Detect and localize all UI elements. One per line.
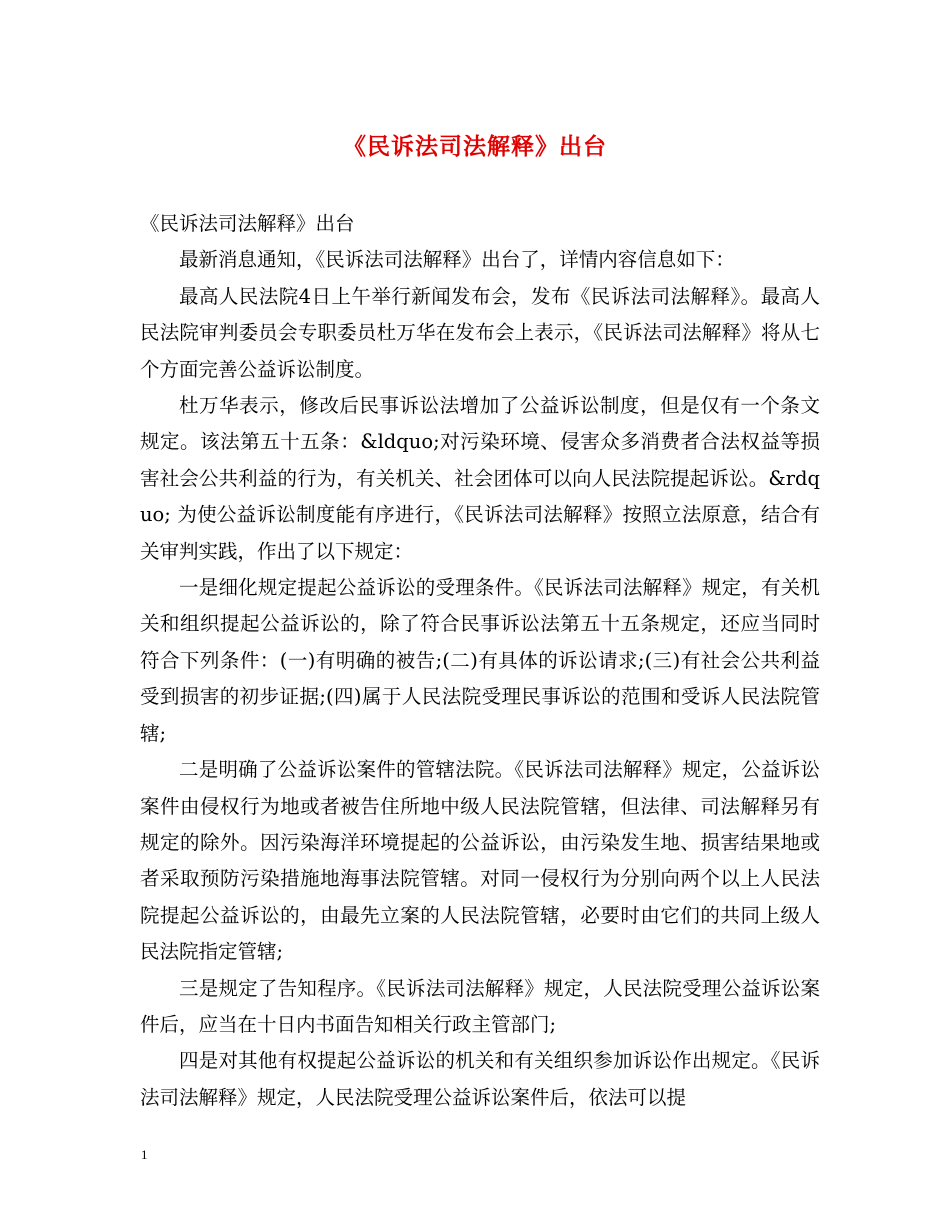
paragraph: 最高人民法院4日上午举行新闻发布会，发布《民诉法司法解释》。最高人民法院审判委员会专职委员杜万华在发布会上表示，《民诉法司法解释》将从七个方面完善公益诉讼制度。 xyxy=(140,284,820,381)
paragraph-heading: 《民诉法司法解释》出台 xyxy=(140,212,355,235)
paragraph: 杜万华表示，修改后民事诉讼法增加了公益诉讼制度，但是仅有一个条文规定。该法第五十五条：&ldquo;对污染环境、侵害众多消费者合法权益等损害社会公共利益的行为，有关机关、社会团体可以向人民法院提起诉讼。&rdquo; 为使公益诉讼制度能有序进行，《民诉法司法解释》按照立法原意，结合有关审判实践，作出了以下规定： xyxy=(140,394,820,563)
paragraph: 四是对其他有权提起公益诉讼的机关和有关组织参加诉讼作出规定。《民诉法司法解释》规定，人民法院受理公益诉讼案件后，依法可以提 xyxy=(140,1049,820,1109)
page-number: 1 xyxy=(141,1147,148,1162)
paragraph: 三是规定了告知程序。《民诉法司法解释》规定，人民法院受理公益诉讼案件后，应当在十日内书面告知相关行政主管部门; xyxy=(140,976,820,1036)
paragraph: 最新消息通知，《民诉法司法解释》出台了，详情内容信息如下： xyxy=(179,248,735,272)
document-body xyxy=(140,206,820,1116)
paragraph: 二是明确了公益诉讼案件的管辖法院。《民诉法司法解释》规定，公益诉讼案件由侵权行为地或者被告住所地中级人民法院管辖，但法律、司法解释另有规定的除外。因污染海洋环境提起的公益诉讼，由污染发生地、损害结果地或者采取预防污染措施地海事法院管辖。对同一侵权行为分别向两个以上人民法院提起公益诉讼的，由最先立案的人民法院管辖，必要时由它们的共同上级人民法院指定管辖; xyxy=(140,758,820,964)
document-title: 《民诉法司法解释》出台 xyxy=(343,133,607,160)
paragraph: 一是细化规定提起公益诉讼的受理条件。《民诉法司法解释》规定，有关机关和组织提起公益诉讼的，除了符合民事诉讼法第五十五条规定，还应当同时符合下列条件：(一)有明确的被告;(二)有具体的诉讼请求;(三)有社会公共利益受到损害的初步证据;(四)属于人民法院受理民事诉讼的范围和受诉人民法院管辖; xyxy=(140,576,820,745)
